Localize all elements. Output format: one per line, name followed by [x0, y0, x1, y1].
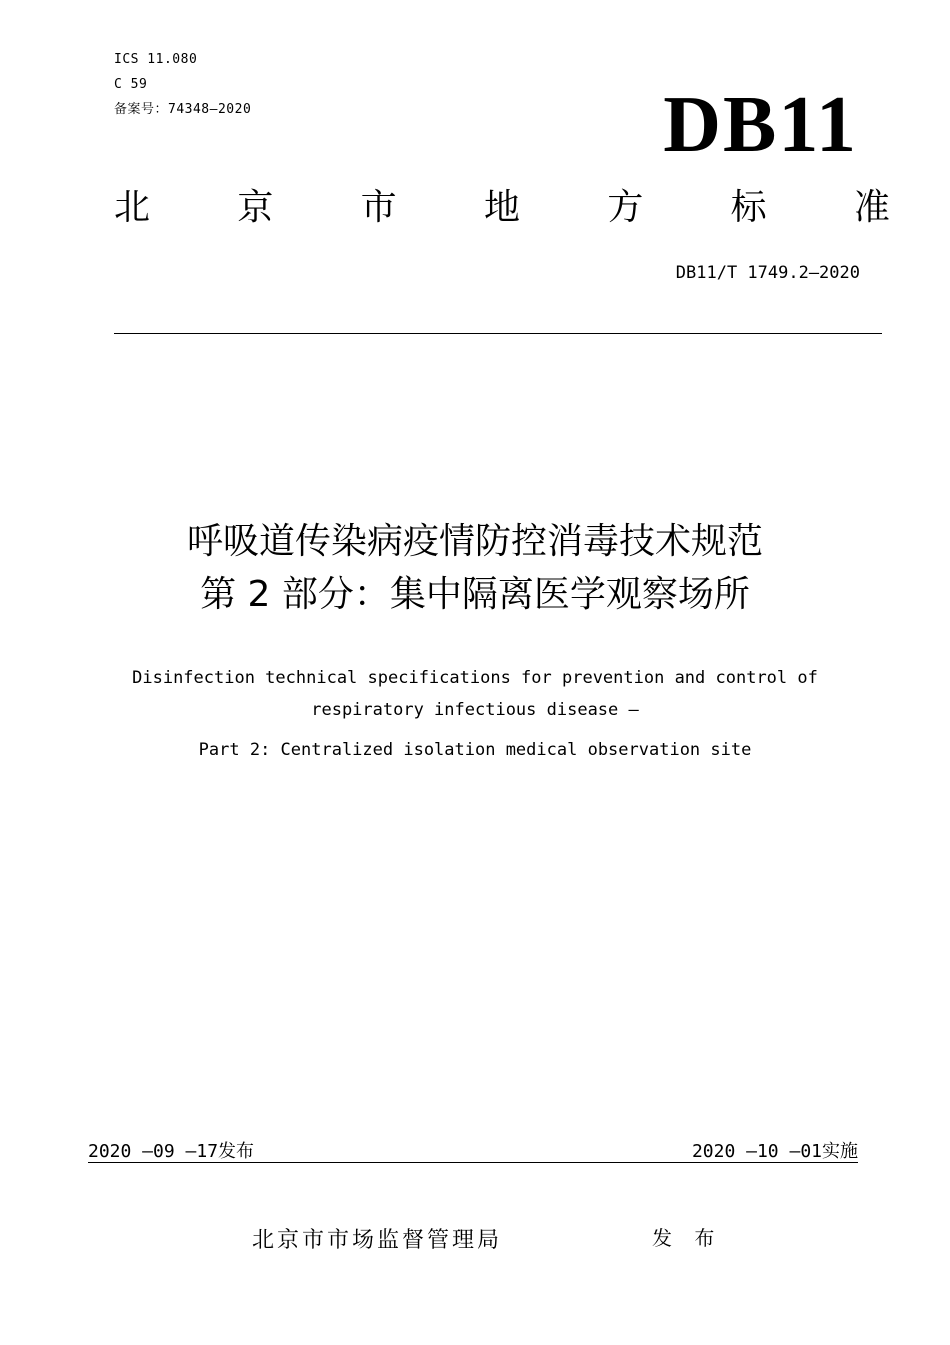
title-cn-line1: 呼吸道传染病疫情防控消毒技术规范 [186, 521, 763, 562]
implement-label: 实施 [822, 1141, 858, 1162]
implement-date [692, 1140, 858, 1164]
issuer-name: 北京市市场监督管理局 [252, 1228, 503, 1253]
issuer-action: 发 布 [652, 1226, 723, 1250]
release-date-value: 2020 —09 —17 [88, 1141, 219, 1162]
implement-date-value: 2020 —10 —01 [691, 1141, 822, 1162]
standard-type-title [114, 186, 890, 230]
ccs-code: C 59 [114, 77, 148, 92]
standard-type-char: 准 [853, 187, 890, 228]
title-en-line2: respiratory infectious disease — [311, 700, 639, 720]
header-divider [114, 333, 882, 334]
standard-type-char: 标 [730, 187, 767, 228]
title-en-line3: Part 2: Centralized isolation medical observation site [198, 740, 752, 760]
filing-number: 备案号：74348—2020 [114, 102, 252, 117]
db-logo: DB11 [663, 81, 858, 169]
standard-type-char: 北 [114, 187, 151, 228]
title-cn-line2: 第 2 部分：集中隔离医学观察场所 [200, 574, 750, 615]
date-divider [88, 1162, 858, 1163]
standard-type-char: 地 [483, 187, 520, 228]
release-label: 发布 [218, 1141, 255, 1162]
standard-type-char: 方 [607, 187, 644, 228]
ics-code: ICS 11.080 [114, 52, 198, 67]
title-en-line1: Disinfection technical specifications for prevention and control of [132, 668, 818, 688]
standard-type-char: 京 [237, 187, 274, 228]
release-date [88, 1140, 254, 1164]
standard-type-char: 市 [360, 187, 397, 228]
standard-number: DB11/T 1749.2—2020 [675, 263, 860, 283]
